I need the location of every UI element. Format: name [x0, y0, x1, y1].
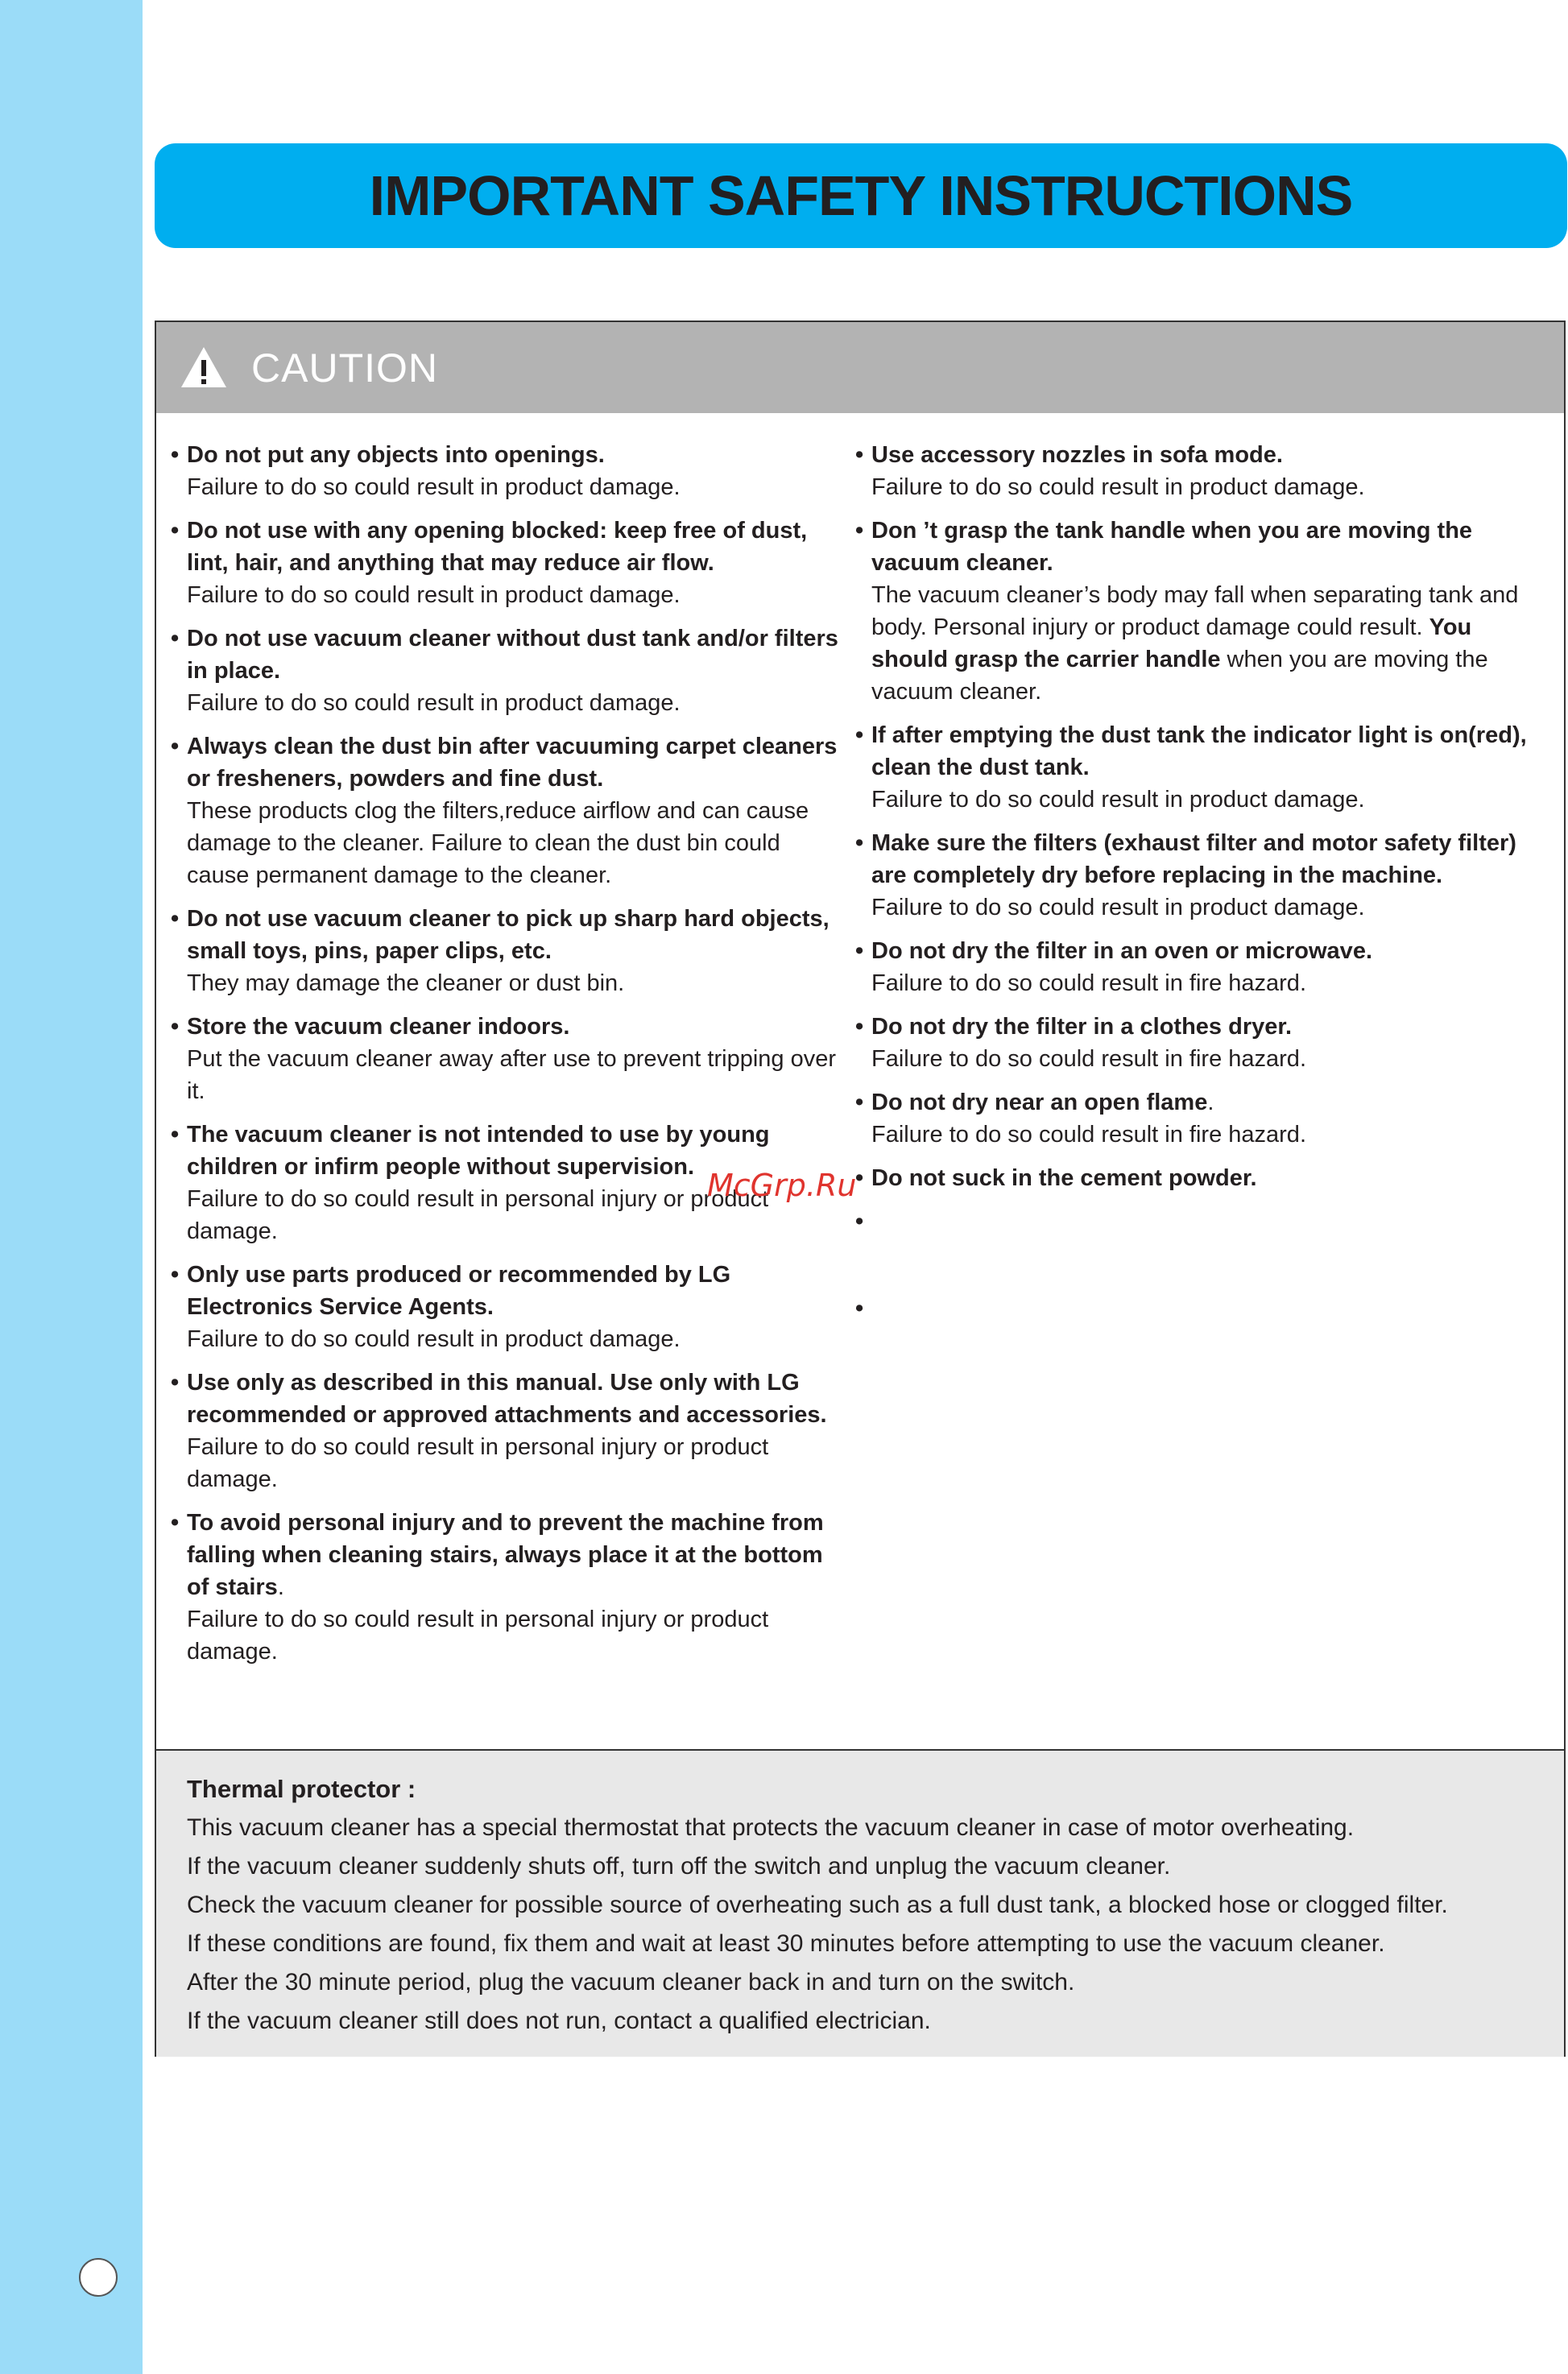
page-title: IMPORTANT SAFETY INSTRUCTIONS: [369, 164, 1353, 227]
list-item: • Use only as described in this manual. Use only with LG recommended or approved attachments and accessories. Failure to do so could result in personal injury or product damage.: [171, 1370, 827, 1492]
thermal-line: If the vacuum cleaner suddenly shuts off, turn off the switch and unplug the vacuum cleaner.: [187, 1853, 1171, 1880]
list-item: • The vacuum cleaner is not intended to use by young children or infirm people without supervision. Failure to do so could result in personal injury or product damage.: [171, 1122, 770, 1244]
item-heading-tail: .: [277, 1574, 284, 1600]
list-item: • Only use parts produced or recommended by LG Electronics Service Agents. Failure to do so could result in product damage.: [171, 1262, 731, 1352]
item-detail: Failure to do so could result in personal injury or product damage.: [187, 1434, 769, 1492]
list-item: • Don ’t grasp the tank handle when you are moving the vacuum cleaner. The vacuum cleaner’s body may fall when separating tank and body. Personal injury or product damage could result. You should grasp the carrier handle when you are moving the vacuum cleaner.: [855, 518, 1519, 705]
list-item: • If after emptying the dust tank the indicator light is on(red), clean the dust tank. Failure to do so could result in product damage.: [855, 722, 1527, 813]
list-item: • Do not dry the filter in an oven or microwave. Failure to do so could result in fire hazard.: [855, 938, 1372, 996]
item-heading: Do not dry the filter in a clothes dryer.: [871, 1014, 1293, 1040]
item-heading: To avoid personal injury and to prevent the machine from falling when cleaning stairs, always place it at the bottom of stairs: [187, 1510, 824, 1600]
item-heading: Do not use with any opening blocked: keep free of dust, lint, hair, and anything that may reduce air flow.: [187, 518, 808, 576]
item-heading: Don ’t grasp the tank handle when you are moving the vacuum cleaner.: [871, 518, 1473, 576]
list-item: • To avoid personal injury and to prevent the machine from falling when cleaning stairs, always place it at the bottom of stairs. Failure to do so could result in personal injury or product damage.: [171, 1510, 824, 1665]
item-heading: Do not suck in the cement powder.: [871, 1165, 1257, 1191]
item-heading: The vacuum cleaner is not intended to use by young children or infirm people without supervision.: [187, 1122, 770, 1180]
item-detail: Failure to do so could result in fire hazard.: [871, 1122, 1306, 1148]
thermal-protector-box: [156, 1749, 1564, 2057]
item-detail: Failure to do so could result in product damage.: [187, 582, 681, 608]
item-detail: Failure to do so could result in product damage.: [187, 1326, 681, 1352]
page-number-circle: [79, 2258, 118, 2297]
thermal-line: After the 30 minute period, plug the vacuum cleaner back in and turn on the switch.: [187, 1969, 1075, 1996]
caution-box: [155, 321, 1566, 2057]
item-detail: Failure to do so could result in fire hazard.: [871, 970, 1306, 996]
side-color-strip: [0, 0, 143, 2374]
item-heading: Always clean the dust bin after vacuuming carpet cleaners or fresheners, powders and fine dust.: [187, 734, 838, 792]
thermal-line: If these conditions are found, fix them and wait at least 30 minutes before attempting to use the vacuum cleaner.: [187, 1930, 1385, 1957]
thermal-title: Thermal protector :: [187, 1775, 416, 1803]
empty-list-item: •: [855, 1296, 864, 1321]
list-item: • Store the vacuum cleaner indoors. Put the vacuum cleaner away after use to prevent tripping over it.: [171, 1014, 836, 1104]
list-item: • Do not suck in the cement powder.: [855, 1165, 1257, 1191]
item-detail: Failure to do so could result in product damage.: [871, 787, 1365, 813]
item-heading: Make sure the filters (exhaust filter and motor safety filter) are completely dry before replacing in the machine.: [871, 830, 1516, 888]
item-heading: Only use parts produced or recommended by LG Electronics Service Agents.: [187, 1262, 731, 1320]
item-detail: Failure to do so could result in product damage.: [187, 474, 681, 500]
item-heading: Use only as described in this manual. Use only with LG recommended or approved attachments and accessories.: [187, 1370, 827, 1428]
list-item: • Always clean the dust bin after vacuuming carpet cleaners or fresheners, powders and fine dust. These products clog the filters,reduce airflow and can cause damage to the cleaner. Failure to clean the dust bin could cause permanent damage to the cleaner.: [171, 734, 838, 888]
item-detail: Failure to do so could result in fire hazard.: [871, 1046, 1306, 1072]
list-item: • Do not dry the filter in a clothes dryer. Failure to do so could result in fire hazard.: [855, 1014, 1306, 1072]
thermal-line: If the vacuum cleaner still does not run, contact a qualified electrician.: [187, 2008, 931, 2034]
watermark-text: McGrp.Ru: [707, 1168, 857, 1203]
title-banner: [155, 143, 1567, 248]
item-detail: Failure to do so could result in product damage.: [871, 895, 1365, 920]
item-heading: Store the vacuum cleaner indoors.: [187, 1014, 570, 1040]
item-detail: Failure to do so could result in personal injury or product damage.: [187, 1607, 769, 1665]
list-item: • Do not dry near an open flame. Failure to do so could result in fire hazard.: [855, 1090, 1306, 1148]
item-detail: They may damage the cleaner or dust bin.: [187, 970, 625, 996]
caution-label: CAUTION: [251, 345, 438, 391]
item-heading: Do not use vacuum cleaner without dust tank and/or filters in place.: [187, 626, 838, 684]
item-heading: Use accessory nozzles in sofa mode.: [871, 442, 1283, 468]
item-emphasis: You should grasp the carrier handle: [871, 614, 1472, 672]
item-detail: Failure to do so could result in product damage.: [187, 690, 681, 716]
warning-triangle-icon: [179, 345, 229, 390]
item-heading: If after emptying the dust tank the indicator light is on(red), clean the dust tank.: [871, 722, 1527, 780]
item-heading: Do not dry the filter in an oven or microwave.: [871, 938, 1372, 964]
item-emphasis-tail: when you are moving the vacuum cleaner.: [871, 647, 1488, 705]
item-detail: Failure to do so could result in product damage.: [871, 474, 1365, 500]
list-item: • Use accessory nozzles in sofa mode. Failure to do so could result in product damage.: [855, 442, 1365, 500]
caution-header: [156, 322, 1564, 413]
right-column: [855, 439, 1548, 1379]
item-detail: Put the vacuum cleaner away after use to prevent tripping over it.: [187, 1046, 836, 1104]
thermal-line: This vacuum cleaner has a special thermostat that protects the vacuum cleaner in case of motor overheating.: [187, 1814, 1355, 1841]
list-item: • Do not use vacuum cleaner to pick up sharp hard objects, small toys, pins, paper clips, etc. They may damage the cleaner or dust bin.: [171, 906, 830, 996]
left-column: [171, 439, 839, 1679]
empty-list-item: •: [855, 1209, 864, 1235]
item-heading-tail: .: [1207, 1090, 1214, 1115]
item-heading: Do not dry near an open flame: [871, 1090, 1208, 1115]
list-item: • Do not use with any opening blocked: keep free of dust, lint, hair, and anything that may reduce air flow. Failure to do so could result in product damage.: [171, 518, 808, 608]
list-item: • Do not put any objects into openings. Failure to do so could result in product damage.: [171, 442, 681, 500]
item-heading: Do not use vacuum cleaner to pick up sharp hard objects, small toys, pins, paper clips, etc.: [187, 906, 830, 964]
item-detail: Failure to do so could result in personal injury or product damage.: [187, 1186, 769, 1244]
item-detail: The vacuum cleaner’s body may fall when separating tank and body. Personal injury or product damage could result.: [871, 582, 1519, 640]
item-heading: Do not put any objects into openings.: [187, 442, 605, 468]
item-detail: These products clog the filters,reduce airflow and can cause damage to the cleaner. Failure to clean the dust bin could cause permanent damage to the cleaner.: [187, 798, 809, 888]
thermal-line: Check the vacuum cleaner for possible source of overheating such as a full dust tank, a blocked hose or clogged filter.: [187, 1892, 1448, 1918]
list-item: • Make sure the filters (exhaust filter and motor safety filter) are completely dry before replacing in the machine. Failure to do so could result in product damage.: [855, 830, 1516, 920]
list-item: • Do not use vacuum cleaner without dust tank and/or filters in place. Failure to do so could result in product damage.: [171, 626, 838, 716]
